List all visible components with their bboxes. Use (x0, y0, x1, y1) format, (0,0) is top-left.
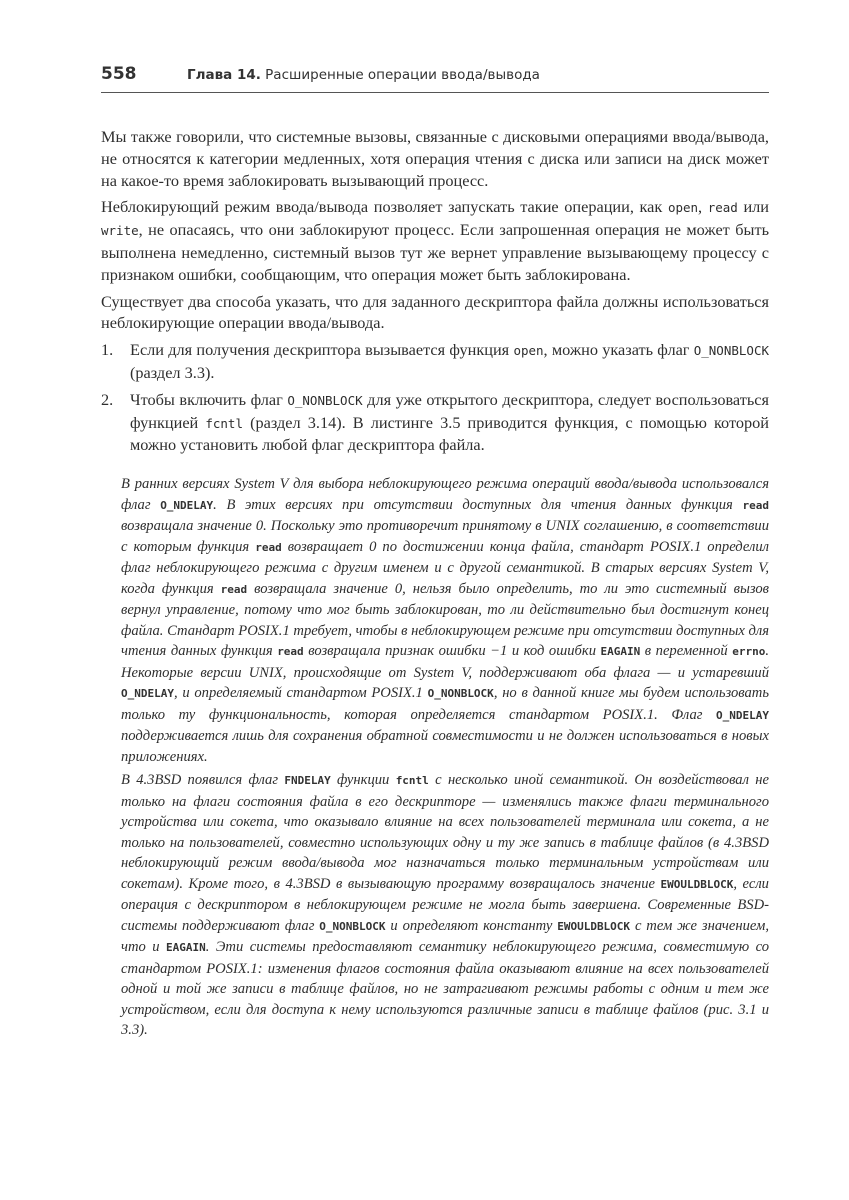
text: возвращала значение 0. Поскольку это противоречит принятому в UNIX соглашению, в соответствии с которым функция (121, 518, 769, 555)
list-number: 1. (101, 340, 114, 360)
text: возвращала значение 0, нельзя было определить, то ли это системный вызов вернул управление, потому что мог быть заблокирован, то ли действительно был достигнут конец файла. Стандарт POSIX.1 требует, чтобы в неблокирующем режиме при отсутствии доступных для чтения данных функция (121, 580, 769, 660)
text: . Некоторые версии UNIX, происходящие от System V, поддерживают оба флага — и устаревший (121, 643, 770, 681)
code-open: open (667, 200, 699, 216)
list-item (101, 339, 769, 384)
code-o-nonblock: O_NONBLOCK (287, 392, 363, 408)
text: для уже открытого дескриптора, следует воспользоваться функцией (130, 389, 769, 432)
code-o-ndelay: O_NDELAY (716, 708, 769, 722)
paragraph (101, 196, 769, 285)
code-fcntl: fcntl (395, 774, 429, 788)
code-read: read (707, 200, 738, 216)
code-write: write (101, 223, 139, 239)
numbered-list (101, 339, 769, 456)
code-o-nonblock: O_NONBLOCK (427, 687, 494, 701)
code-read: read (277, 645, 304, 659)
page-number: 558 (101, 64, 137, 84)
text: , можно указать флаг (543, 340, 694, 360)
text: , и определяемый стандартом POSIX.1 (173, 685, 428, 702)
text: функции (330, 772, 396, 789)
code-ewouldblock: EWOULDBLOCK (660, 877, 734, 891)
running-header (101, 62, 769, 93)
list-item (101, 389, 769, 456)
text: с тем же значением, что и (121, 917, 769, 956)
code-fcntl: fcntl (205, 415, 243, 431)
text: возвращала признак ошибки −1 и код ошибки (303, 643, 601, 660)
text: , не опасаясь, что они заблокируют процесс. Если запрошенная операция не может быть выполнена немедленно, системный вызов тут же вернет управление вызывающему процессу с признаком ошибки, сообщающим, что операция может быть заблокирована. (101, 220, 769, 284)
code-errno: errno (732, 645, 766, 659)
text: В 4.3BSD появился флаг (121, 772, 285, 789)
note-block (121, 474, 769, 1041)
code-fndelay: FNDELAY (284, 774, 331, 788)
text: в переменной (640, 643, 733, 660)
text: Неблокирующий режим ввода/вывода позволяет запускать такие операции, как (101, 197, 668, 217)
text: Чтобы включить флаг (130, 389, 288, 409)
code-o-ndelay: O_NDELAY (160, 498, 214, 512)
paragraph: Существует два способа указать, что для заданного дескриптора файла должны использоваться неблокирующие операции ввода/вывода. (101, 291, 769, 333)
code-o-nonblock: O_NONBLOCK (319, 919, 386, 933)
text: и определяют константу (385, 917, 558, 934)
paragraph: Мы также говорили, что системные вызовы, связанные с дисковыми операциями ввода/вывода, не относятся к категории медленных, хотя операция чтения с диска или записи на диск может на какое-то время заблокировать вызывающий процесс. (101, 127, 769, 190)
chapter-label: Глава 14. (187, 67, 261, 83)
text: (раздел 3.14). В листинге 3.5 приводится функция, с помощью которой можно установить любой флаг дескриптора файла. (130, 412, 769, 455)
code-read: read (255, 540, 282, 554)
code-eagain: EAGAIN (600, 645, 641, 659)
text: с несколько иной семантикой. Он воздействовал не только на флаги состояния файла в его дескрипторе — изменялись также флаги терминального устройства или сокета, что оказывало влияние на всех пользователей терминала или сокета, а не только на пользователей, совместно использующих одну и ту же запись в таблице файлов (в 4.3BSD неблокирующий режим ввода/вывода мог назначаться только терминальным устройствам или сокетам). Кроме того, в 4.3BSD в вызывающую программу возвращалось значение (121, 772, 770, 892)
text: В ранних версиях System V для выбора неблокирующего режима операций ввода/вывода использовался флаг (121, 476, 769, 513)
page-body (101, 126, 769, 1044)
code-eagain: EAGAIN (166, 941, 206, 955)
code-open: open (513, 343, 544, 359)
code-read: read (220, 582, 248, 596)
text: , если операция с дескриптором в неблокирующем режиме не могла быть завершена. Современные BSD-системы поддерживают флаг (121, 875, 769, 934)
text: Если для получения дескриптора вызывается функция (130, 340, 514, 360)
text: (раздел 3.3). (130, 362, 215, 382)
text: возвращает 0 по достижении конца файла, стандарт POSIX.1 определил флаг неблокирующего режима с другим именем и с другой семантикой. В старых версиях System V, когда функция (121, 538, 770, 597)
text: или (737, 197, 770, 217)
list-number: 2. (101, 389, 114, 409)
note-paragraph (121, 770, 769, 1041)
chapter-name: Расширенные операции ввода/вывода (260, 67, 540, 83)
text: , (698, 197, 708, 217)
text: , но в данной книге мы будем использовать только ту функциональность, которая определяется стандартом POSIX.1. Флаг (121, 685, 769, 723)
text: . В этих версиях при отсутствии доступных для чтения данных функция (213, 496, 743, 513)
code-ewouldblock: EWOULDBLOCK (557, 919, 631, 933)
code-read: read (742, 498, 769, 512)
note-paragraph (121, 474, 769, 767)
chapter-title (187, 67, 540, 83)
code-o-ndelay: O_NDELAY (121, 687, 174, 701)
code-o-nonblock: O_NONBLOCK (693, 343, 769, 359)
text: . Эти системы предоставляют семантику неблокирующего режима, совместимую со стандартом POSIX.1: изменения флагов состояния файла оказывают влияние на всех пользователей одной и той же записи в таблице файлов, но не затрагивают режимы работы с одним и тем же устройством, если для доступа к нему используются различные записи в таблице файлов (рис. 3.1 и 3.3). (121, 939, 769, 1039)
text: поддерживается лишь для сохранения обратной совместимости и не должен использоваться в новых приложениях. (121, 728, 769, 765)
